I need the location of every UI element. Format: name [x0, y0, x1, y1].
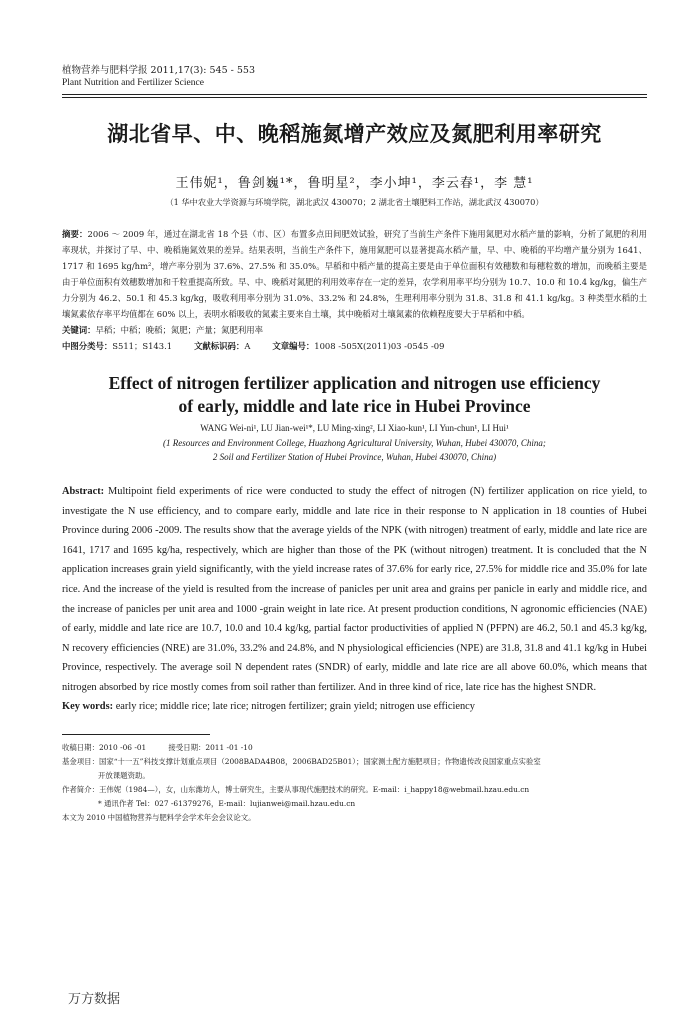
watermark: 万方数据 — [68, 992, 121, 1007]
abstract-cn-label: 摘要： — [62, 229, 88, 239]
title-en-line-1: Effect of nitrogen fertilizer application and nitrogen use efficiency — [108, 373, 601, 393]
authors-en: WANG Wei-ni¹, LU Jian-wei¹*, LU Ming-xing², LI Xiao-kun¹, LI Yun-chun¹, LI Hui¹ — [200, 423, 509, 433]
affiliation-en-line-2: 2 Soil and Fertilizer Station of Hubei Province, Wuhan, Hubei 430070, China) — [212, 452, 497, 462]
keywords-en-text: early rice; middle rice; late rice; nitrogen fertilizer; grain yield; nitrogen use efficiency — [113, 700, 475, 712]
doc-code-label: 文献标识码： — [194, 341, 245, 351]
footnote-fund: 基金项目：国家“十一五”科技支撑计划重点项目（2008BADA4B08，2006BAD25B01）；国家测土配方施肥项目；作物遗传改良国家重点实验室 — [62, 756, 541, 766]
article-number-label: 文章编号： — [272, 341, 315, 351]
footnote-author: 作者简介：王伟妮（1984—），女，山东潍坊人，博士研究生，主要从事现代施肥技术的研究。E-mail：i_happy18@webmail.hzau.edu.cn — [62, 784, 530, 794]
abstract-cn-text: 2006 ～ 2009 年，通过在湖北省 18 个县（市、区）布置多点田间肥效试验，研究了当前生产条件下施用氮肥对水稻产量的影响，分析了氮肥的利用率现状，并探讨了早、中、晚稻施氮效果的差异。结果表明，当前生产条件下，施用氮肥可以显著提高水稻产量，早、中、晚稻的平均增产量分别为 1641、1717 和 1695 kg/hm²，增产率分别为 37.6%、27.5% 和 35.0%。早稻和中稻产量的提高主要是由于单位面积有效穗数和每穗粒数的增加，而晚稻主要是由于单位面积有效穗数增加和千粒重提高所致。早、中、晚稻对氮肥的利用效率存在一定的差异，农学利用率平均分别为 10.7、10.0 和 10.4 kg/kg，偏生产力分别为 46.2、50.1 和 45.3 kg/kg，吸收利用率分别为 31.0%、33.2% 和 24.8%，生理利用率分别为 31.8、31.8 和 41.1 kg/kg。3 种类型水稻的土壤氮素依存率平均值都在 60% 以上，表明水稻吸收的氮素主要来自土壤，其中晚稻对土壤氮素的依赖程度要大于早稻和中稻。 — [62, 229, 648, 319]
footnote-conference: 本文为 2010 中国植物营养与肥料学会学术年会会议论文。 — [62, 812, 256, 822]
abstract-en-text: Multipoint field experiments of rice were conducted to study the effect of nitrogen (N) fertilizer application on rice yield, to investigate the N use efficiency, and to compare early, middle and late rice in their response to N application in 18 counties of Hubei Province during 2006 -2009. The results show that the average yields of the NPK (with nitrogen) treatment of early, middle and late rice are 1641, 1717 and 1695 kg/ha, respectively, which are higher than those of the PK (without nitrogen) treatment. It is concluded that the N application increases grain yield significantly, with the yield increase rates of 37.6% for early rice, 27.5% for middle rice and 35.0% for late rice. And the increase of the yield is resulted from the increase of panicles per unit area and grains per panicle in early and middle rice, and the increase of panicles per unit area and 1000 -grain weight in late rice. At present production conditions, N agronomic efficiencies (NAE) of early, middle and late rice are 10.7, 10.0 and 10.4 kg/kg, partial factor productivities of applied N (PFPN) are 46.2, 50.1 and 45.3 kg/kg, N recovery efficiencies (NRE) are 31.0%, 33.2% and 24.8%, and N physiological efficiencies (NPE) are 31.8, 31.8 and 41.1 kg/kg in Hubei Province, respectively. The average soil N dependent rates (SNDR) of early, middle and late rice are all above 60.0%, which means that nitrogen absorbed by rice mostly comes from soil rather than fertilizer. And in three kind of rice, late rice has the highest SNDR. — [62, 486, 647, 693]
header-rule — [62, 94, 647, 98]
title-en-line-2: of early, middle and late rice in Hubei Province — [178, 396, 531, 416]
affiliation-cn: （1 华中农业大学资源与环境学院，湖北武汉 430070；2 湖北省土壤肥料工作站，湖北武汉 430070） — [165, 197, 544, 207]
footnote-fund-cont: 开放课题资助。 — [98, 770, 150, 780]
affiliation-en — [62, 436, 647, 464]
footnote-rule — [62, 734, 210, 735]
doc-code-value: A — [244, 341, 251, 351]
abstract-en — [62, 482, 647, 698]
footnote-dates: 收稿日期：2010 -06 -01 接受日期：2011 -01 -10 — [62, 742, 253, 752]
journal-name-en: Plant Nutrition and Fertilizer Science — [62, 78, 204, 88]
authors-cn: 王伟妮¹，鲁剑巍¹*，鲁明星²，李小坤¹，李云春¹，李 慧¹ — [175, 176, 534, 191]
classification-cn — [62, 338, 647, 354]
paper-page — [62, 0, 647, 825]
article-number-value: 1008 -505X(2011)03 -0545 -09 — [314, 341, 445, 351]
title-en — [62, 372, 647, 418]
keywords-cn-label: 关键词： — [62, 325, 96, 335]
abstract-cn — [62, 226, 647, 322]
keywords-en — [62, 698, 647, 716]
footnotes — [62, 741, 647, 825]
footnote-corresponding: * 通讯作者 Tel：027 -61379276，E-mail：lujianwei@mail.hzau.edu.cn — [98, 798, 356, 808]
title-cn: 湖北省早、中、晚稻施氮增产效应及氮肥利用率研究 — [107, 122, 602, 146]
abstract-en-label: Abstract: — [62, 486, 105, 497]
clc-label: 中图分类号： — [62, 341, 113, 351]
clc-value: S511；S143.1 — [112, 341, 173, 351]
affiliation-en-line-1: (1 Resources and Environment College, Huazhong Agricultural University, Wuhan, Hubei 430070, China; — [163, 438, 546, 448]
keywords-cn — [62, 322, 647, 338]
keywords-en-label: Key words: — [62, 700, 114, 712]
keywords-cn-text: 早稻；中稻；晚稻；氮肥；产量；氮肥利用率 — [95, 325, 263, 335]
journal-citation-cn: 植物营养与肥料学报 2011,17(3): 545 - 553 — [62, 65, 255, 76]
